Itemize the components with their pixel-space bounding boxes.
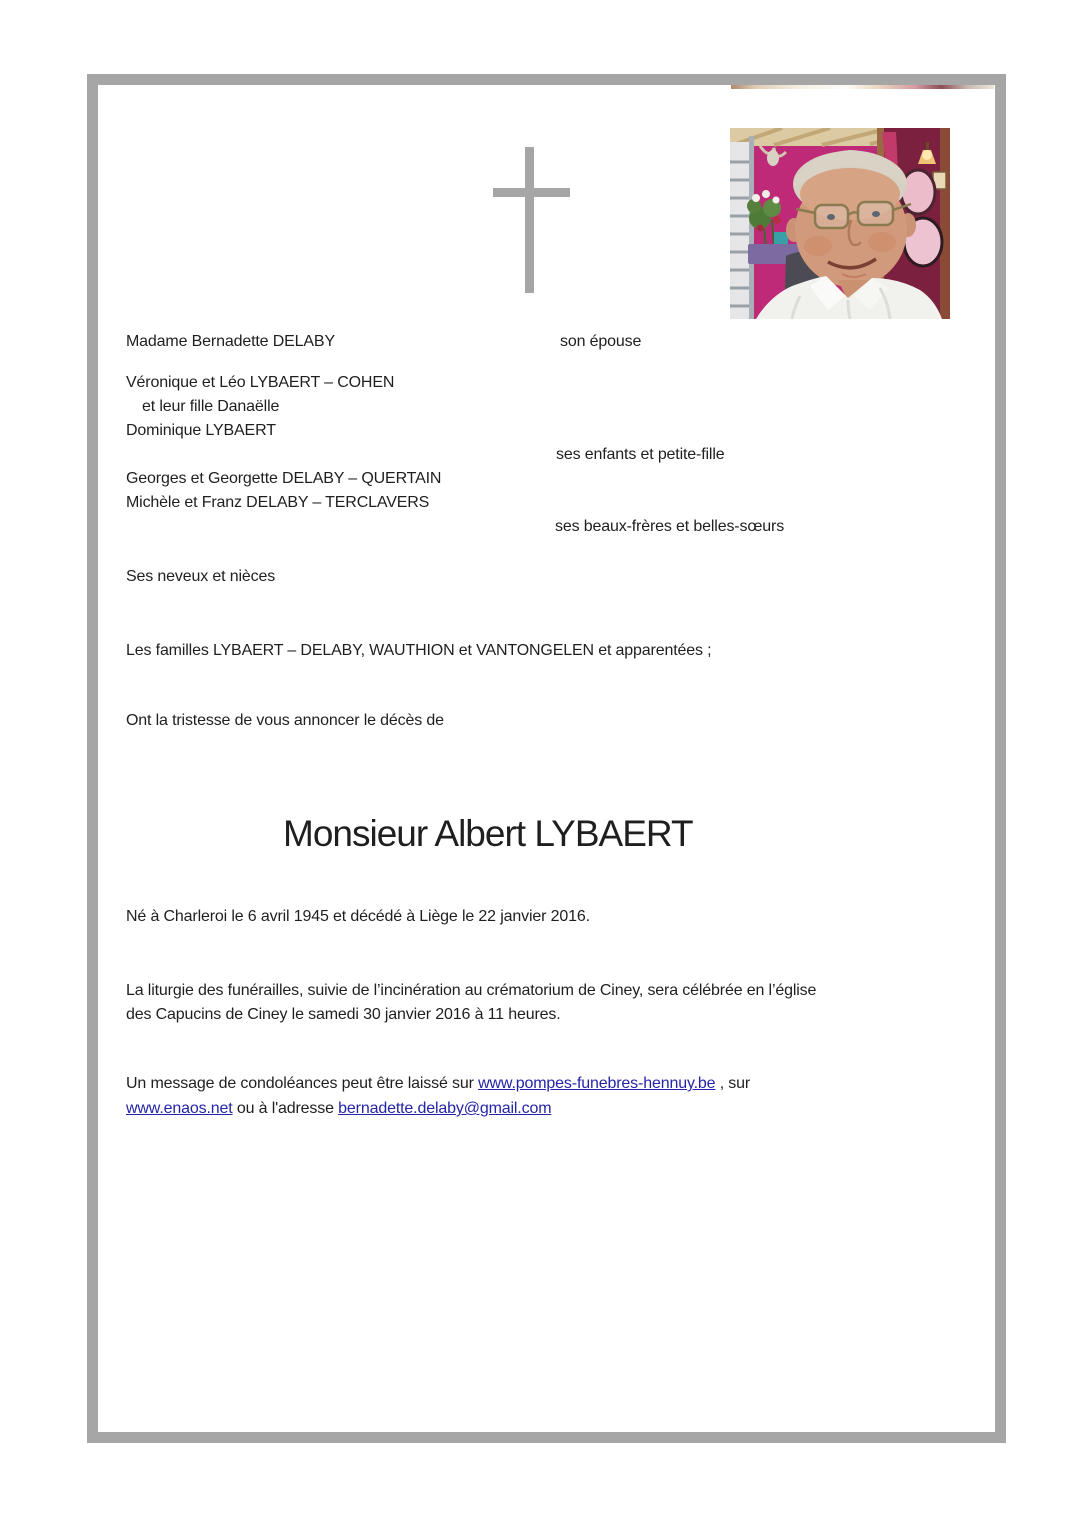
photo-edge-artifact — [731, 85, 994, 89]
child-line-1: Véronique et Léo LYBAERT – COHEN — [126, 374, 395, 391]
children-relation: ses enfants et petite-fille — [556, 446, 725, 463]
deceased-name-title: Monsieur Albert LYBAERT — [283, 813, 693, 854]
condolences-text-between-links: ou à l'adresse — [232, 1100, 339, 1117]
spouse-name: Madame Bernadette DELABY — [126, 333, 335, 350]
announcement-intro: Ont la tristesse de vous annoncer le décès de — [126, 712, 444, 729]
email-link[interactable]: bernadette.delaby@gmail.com — [338, 1100, 552, 1117]
funeral-home-link[interactable]: www.pompes-funebres-hennuy.be — [478, 1075, 716, 1092]
in-law-line-1: Georges et Georgette DELABY – QUERTAIN — [126, 470, 442, 487]
child-line-3: Dominique LYBAERT — [126, 422, 276, 439]
condolences-text-before-link1: Un message de condoléances peut être laissé sur — [126, 1075, 479, 1092]
condolences-text-after-link1: , sur — [715, 1075, 751, 1092]
condolences-line-1 — [126, 1073, 750, 1095]
enaos-link[interactable]: www.enaos.net — [126, 1100, 233, 1117]
in-laws-relation: ses beaux-frères et belles-sœurs — [555, 518, 785, 535]
families-line: Les familles LYBAERT – DELABY, WAUTHION et VANTONGELEN et apparentées ; — [126, 642, 712, 659]
portrait-photo-drawing — [730, 128, 950, 319]
condolences-line-2 — [126, 1098, 551, 1120]
spouse-relation: son épouse — [560, 333, 642, 350]
child-line-2: et leur fille Danaëlle — [142, 398, 280, 415]
in-law-line-2: Michèle et Franz DELABY – TERCLAVERS — [126, 494, 430, 511]
life-dates-line: Né à Charleroi le 6 avril 1945 et décédé à Liège le 22 janvier 2016. — [126, 908, 590, 925]
ceremony-line-2: des Capucins de Ciney le samedi 30 janvier 2016 à 11 heures. — [126, 1006, 561, 1023]
nephews-line: Ses neveux et nièces — [126, 568, 276, 585]
portrait-photo — [730, 128, 950, 319]
cross-vertical-bar — [525, 147, 534, 293]
ceremony-line-1: La liturgie des funérailles, suivie de l’incinération au crématorium de Ciney, sera célébrée en l’église — [126, 982, 817, 999]
cross-horizontal-bar — [493, 188, 570, 197]
